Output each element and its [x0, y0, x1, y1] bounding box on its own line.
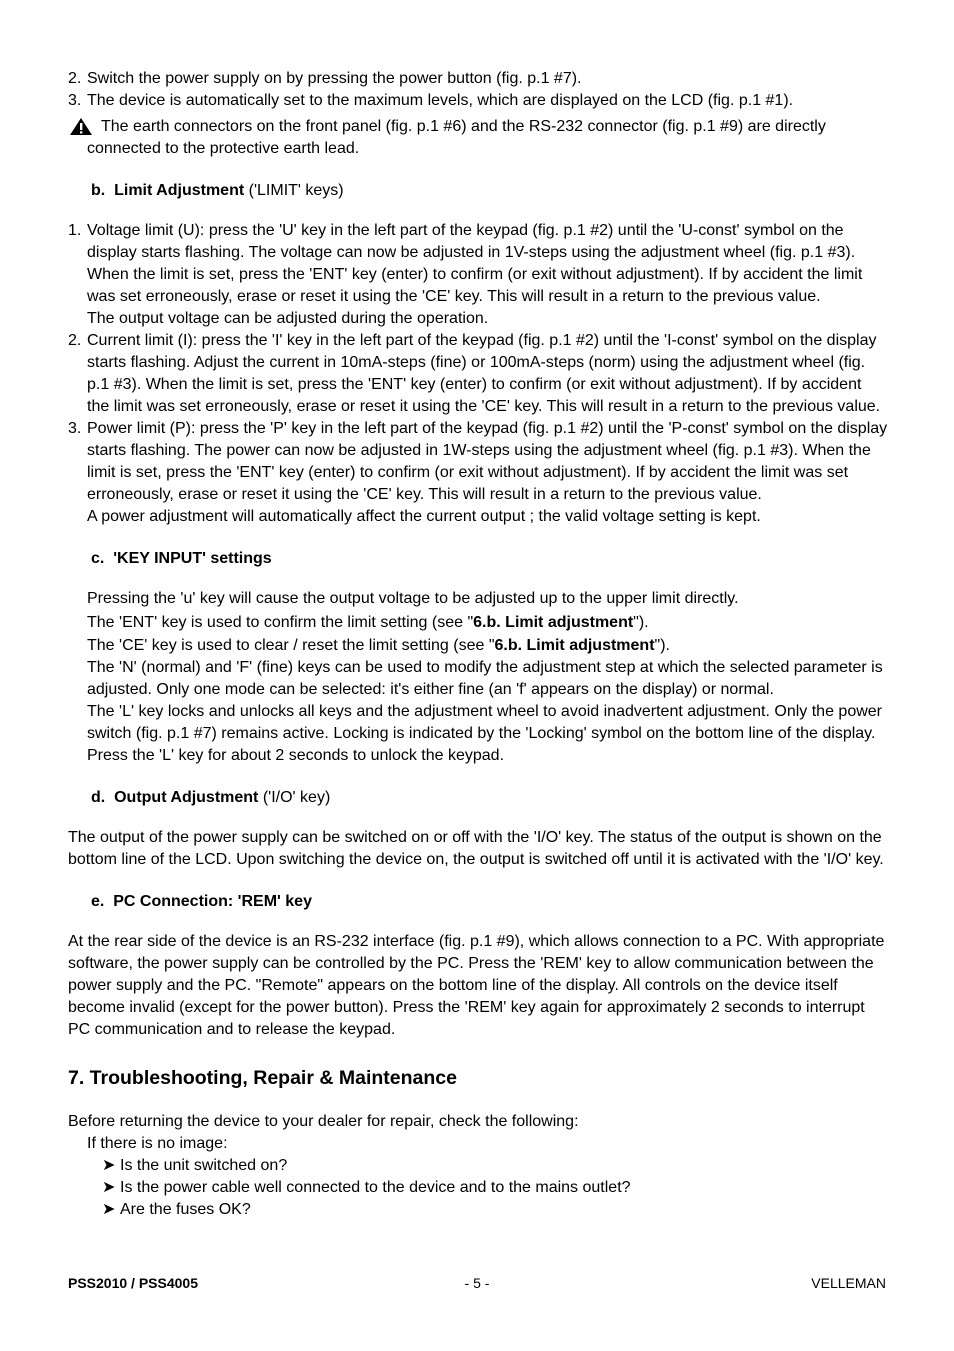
- item-number: 2.: [68, 70, 82, 87]
- reference-link: 6.b. Limit adjustment: [494, 637, 655, 654]
- footer-model: PSS2010 / PSS4005: [68, 1275, 198, 1291]
- warning-text: The earth connectors on the front panel (fig. p.1 #6) and the RS-232 connector (fig. p.1 #9) are directly connected to the protective earth lead.: [87, 118, 826, 157]
- paragraph: The 'N' (normal) and 'F' (fine) keys can be used to modify the adjustment step at which the selected parameter is adjusted. Only one mode can be selected: it's either fine (an 'f' appears on the display) or normal.: [87, 659, 883, 698]
- page-number: - 5 -: [464, 1275, 490, 1291]
- text-run: The 'CE' key is used to clear / reset the limit setting (see ": [87, 637, 495, 654]
- text-run: ").: [633, 614, 649, 631]
- page-footer: [68, 1274, 886, 1292]
- reference-link: 6.b. Limit adjustment: [473, 614, 634, 631]
- warning-icon: [68, 116, 98, 138]
- key-input-block: [68, 588, 888, 767]
- item-text: Current limit (I): press the 'I' key in the left part of the keypad (fig. p.1 #2) until the 'I-const' symbol on the display starts flashing. Adjust the current in 10mA-steps (fine) or 100mA-steps (norm) using the adjustment wheel (fig. p.1 #3). When the limit is set, press the 'ENT' key (enter) to confirm (or exit without adjustment). If by accident the limit was set erroneously, erase or reset it using the 'CE' key. This will result in a return to the previous value.: [87, 332, 881, 415]
- item-number: 1.: [68, 222, 82, 239]
- section-title: 'KEY INPUT' settings: [113, 550, 272, 567]
- list-item: [68, 330, 888, 418]
- text-run: ").: [654, 637, 670, 654]
- intro-paragraph: Before returning the device to your dealer for repair, check the following:: [68, 1113, 579, 1130]
- section-7-title: 7. Troubleshooting, Repair & Maintenance: [68, 1067, 457, 1089]
- page-content: [68, 68, 888, 1221]
- section-label: d.: [91, 789, 106, 806]
- checklist-text: Is the unit switched on?: [120, 1157, 288, 1174]
- section-label: c.: [91, 550, 105, 567]
- arrow-bullet-icon: ➤: [102, 1179, 116, 1196]
- section-title: PC Connection: 'REM' key: [113, 893, 312, 910]
- item-text: Power limit (P): press the 'P' key in the left part of the keypad (fig. p.1 #2) until the 'P-const' symbol on the display starts flashing. The power can now be adjusted in 1W-steps using the adjustment wheel (fig. p.1 #3). When the limit is set, press the 'ENT' key (enter) to confirm (or exit without adjustment). If by accident the limit was set erroneously, erase or reset it using the 'CE' key. This will result in a return to the previous value.: [87, 420, 888, 503]
- limit-list: [68, 220, 888, 528]
- paragraph: [87, 612, 888, 634]
- list-item: [68, 90, 888, 112]
- paragraph: The 'L' key locks and unlocks all keys and the adjustment wheel to avoid inadvertent adjustment. Only the power switch (fig. p.1 #7) remains active. Locking is indicated by the 'Locking' symbol on the bottom line of the display. Press the 'L' key for about 2 seconds to unlock the keypad.: [87, 703, 882, 764]
- paragraph: [87, 635, 888, 657]
- section-label: e.: [91, 893, 105, 910]
- text-run: The 'ENT' key is used to confirm the limit setting (see ": [87, 614, 474, 631]
- sub-heading: If there is no image:: [87, 1135, 228, 1152]
- section-d-heading: [91, 787, 888, 809]
- checklist-text: Is the power cable well connected to the device and to the mains outlet?: [120, 1179, 631, 1196]
- section-c-heading: [91, 548, 888, 570]
- pc-paragraph: At the rear side of the device is an RS-232 interface (fig. p.1 #9), which allows connection to a PC. With appropriate software, the power supply can be controlled by the PC. Press the 'REM' key to allow communication between the power supply and the PC. "Remote" appears on the bottom line of the display. All controls on the device itself become invalid (except for the power button). Press the 'REM' key again for approximately 2 seconds to interrupt PC communication and to release the keypad.: [68, 933, 885, 1038]
- section-title: Output Adjustment: [114, 789, 259, 806]
- section-suffix: ('I/O' key): [258, 789, 331, 806]
- steps-top: [68, 68, 888, 112]
- arrow-bullet-icon: ➤: [102, 1157, 116, 1174]
- list-item: [68, 68, 888, 90]
- item-text: The device is automatically set to the maximum levels, which are displayed on the LCD (fig. p.1 #1).: [87, 92, 794, 109]
- output-paragraph: The output of the power supply can be switched on or off with the 'I/O' key. The status of the output is shown on the bottom line of the LCD. Upon switching the device on, the output is switched off until it is activated with the 'I/O' key.: [68, 829, 884, 868]
- section-label: b.: [91, 182, 106, 199]
- item-number: 2.: [68, 332, 82, 349]
- item-text: Switch the power supply on by pressing the power button (fig. p.1 #7).: [87, 70, 582, 87]
- checklist-item: [68, 1199, 888, 1221]
- item-note: The output voltage can be adjusted during the operation.: [87, 310, 489, 327]
- footer-brand: VELLEMAN: [811, 1275, 886, 1291]
- list-item: [68, 220, 888, 330]
- list-item: [68, 418, 888, 528]
- checklist-text: Are the fuses OK?: [120, 1201, 251, 1218]
- checklist-item: [68, 1177, 888, 1199]
- section-title: Limit Adjustment: [114, 182, 245, 199]
- arrow-bullet-icon: ➤: [102, 1201, 116, 1218]
- item-note: A power adjustment will automatically affect the current output ; the valid voltage setting is kept.: [87, 508, 761, 525]
- item-number: 3.: [68, 92, 82, 109]
- section-e-heading: [91, 891, 888, 913]
- item-text: Voltage limit (U): press the 'U' key in the left part of the keypad (fig. p.1 #2) until the 'U-const' symbol on the display starts flashing. The voltage can now be adjusted in 1V-steps using the adjustment wheel (fig. p.1 #3). When the limit is set, press the 'ENT' key (enter) to confirm (or exit without adjustment). If by accident the limit was set erroneously, erase or reset it using the 'CE' key. This will result in a return to the previous value.: [87, 222, 863, 305]
- item-number: 3.: [68, 420, 82, 437]
- section-suffix: ('LIMIT' keys): [244, 182, 344, 199]
- paragraph: Pressing the 'u' key will cause the output voltage to be adjusted up to the upper limit directly.: [87, 590, 739, 607]
- warning-note: [68, 116, 888, 160]
- checklist-item: [68, 1155, 888, 1177]
- section-b-heading: [91, 180, 888, 202]
